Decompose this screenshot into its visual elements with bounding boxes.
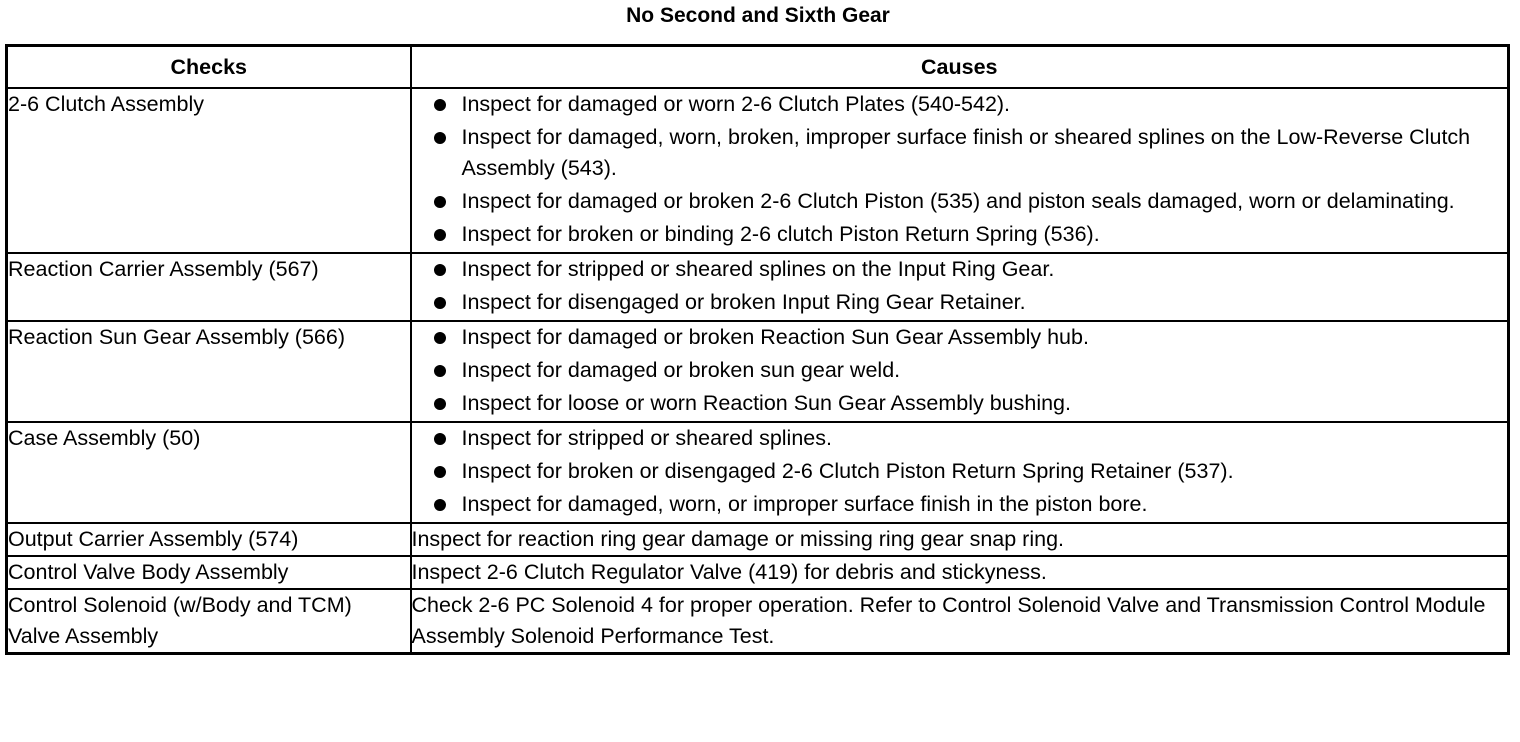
check-cell: Control Solenoid (w/Body and TCM) Valve Assembly: [7, 589, 411, 654]
cause-item: [412, 423, 1508, 454]
causes-cell: [411, 253, 1509, 321]
cause-text: Inspect for damaged or broken Reaction Sun Gear Assembly hub.: [461, 325, 1089, 349]
cause-text: Inspect for damaged or worn 2-6 Clutch Plates (540-542).: [461, 92, 1011, 116]
bullet-icon: [434, 466, 446, 478]
check-cell: 2-6 Clutch Assembly: [7, 88, 411, 253]
bullet-icon: [434, 297, 446, 309]
cause-cell: Check 2-6 PC Solenoid 4 for proper operation. Refer to Control Solenoid Valve and Transmission Control Module Assembly Solenoid Performance Test.: [411, 589, 1509, 654]
bullet-icon: [434, 433, 446, 445]
check-cell: Reaction Sun Gear Assembly (566): [7, 321, 411, 422]
cause-item: [412, 122, 1508, 184]
cause-text: Inspect for stripped or sheared splines on the Input Ring Gear.: [461, 257, 1055, 281]
table-row: [7, 321, 1509, 422]
causes-cell: [411, 88, 1509, 253]
column-header-causes: Causes: [411, 46, 1509, 89]
bullet-icon: [434, 196, 446, 208]
table-row: [7, 422, 1509, 523]
check-cell: Case Assembly (50): [7, 422, 411, 523]
cause-item: [412, 219, 1508, 250]
cause-item: [412, 489, 1508, 520]
cause-item: [412, 355, 1508, 386]
bullet-icon: [434, 132, 446, 144]
cause-item: [412, 89, 1508, 120]
table-row: [7, 523, 1509, 556]
cause-text: Inspect for damaged, worn, broken, improper surface finish or sheared splines on the Low-Reverse Clutch Assembly (543).: [461, 125, 1471, 180]
cause-list: [412, 423, 1508, 520]
check-cell: Control Valve Body Assembly: [7, 556, 411, 589]
cause-text: Inspect for damaged or broken sun gear weld.: [461, 358, 901, 382]
cause-list: [412, 89, 1508, 250]
cause-item: [412, 186, 1508, 217]
bullet-icon: [434, 99, 446, 111]
check-cell: Output Carrier Assembly (574): [7, 523, 411, 556]
cause-item: [412, 388, 1508, 419]
cause-cell: Inspect 2-6 Clutch Regulator Valve (419) for debris and stickyness.: [411, 556, 1509, 589]
cause-item: [412, 322, 1508, 353]
diagnostic-table: [5, 44, 1510, 655]
causes-cell: [411, 321, 1509, 422]
bullet-icon: [434, 229, 446, 241]
cause-item: [412, 456, 1508, 487]
cause-text: Inspect for damaged, worn, or improper surface finish in the piston bore.: [461, 492, 1148, 516]
bullet-icon: [434, 264, 446, 276]
cause-list: [412, 254, 1508, 318]
cause-text: Inspect for stripped or sheared splines.: [461, 426, 832, 450]
table-row: [7, 556, 1509, 589]
table-row: [7, 88, 1509, 253]
check-cell: Reaction Carrier Assembly (567): [7, 253, 411, 321]
cause-text: Inspect for broken or binding 2-6 clutch Piston Return Spring (536).: [461, 222, 1100, 246]
bullet-icon: [434, 499, 446, 511]
bullet-icon: [434, 332, 446, 344]
causes-cell: [411, 422, 1509, 523]
cause-cell: Inspect for reaction ring gear damage or missing ring gear snap ring.: [411, 523, 1509, 556]
table-row: [7, 253, 1509, 321]
table-row: [7, 589, 1509, 654]
cause-text: Inspect for disengaged or broken Input Ring Gear Retainer.: [461, 290, 1026, 314]
bullet-icon: [434, 365, 446, 377]
cause-text: Inspect for damaged or broken 2-6 Clutch Piston (535) and piston seals damaged, worn or delaminating.: [461, 189, 1455, 213]
bullet-icon: [434, 398, 446, 410]
cause-item: [412, 254, 1508, 285]
cause-text: Inspect for broken or disengaged 2-6 Clutch Piston Return Spring Retainer (537).: [461, 459, 1234, 483]
column-header-checks: Checks: [7, 46, 411, 89]
page-title: No Second and Sixth Gear: [626, 4, 890, 27]
cause-list: [412, 322, 1508, 419]
table-header-row: [7, 46, 1509, 89]
cause-text: Inspect for loose or worn Reaction Sun Gear Assembly bushing.: [461, 391, 1071, 415]
cause-item: [412, 287, 1508, 318]
